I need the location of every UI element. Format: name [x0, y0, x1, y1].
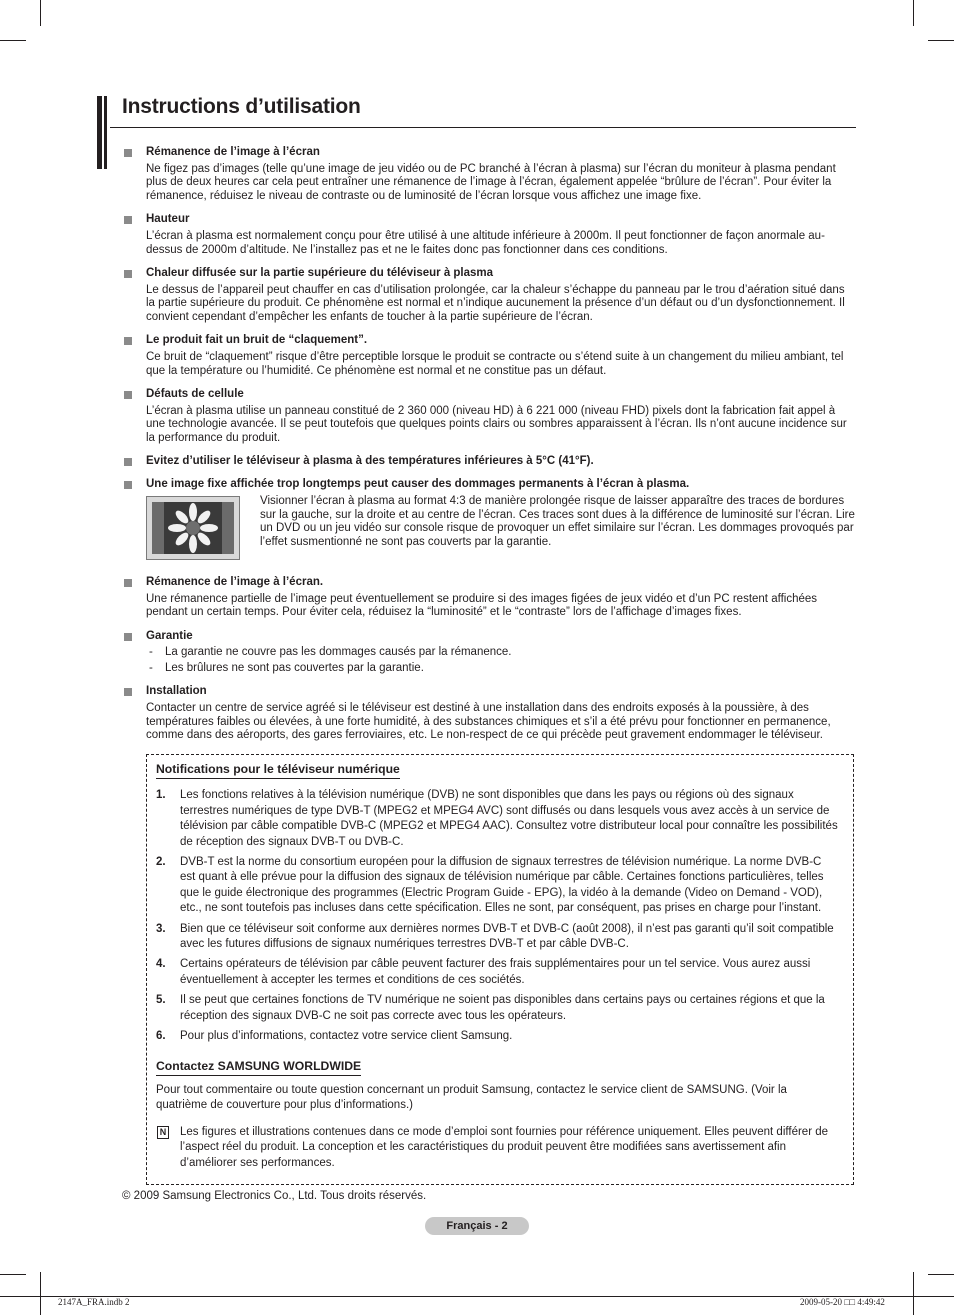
item-text: Il se peut que certaines fonctions de TV numérique ne soient pas disponibles dans certains pays ou certaines régions et que la réception des signaux DVB-C ne soit pas correcte avec tous les opérateurs.: [180, 994, 825, 1022]
copyright: © 2009 Samsung Electronics Co., Ltd. Tous droits réservés.: [122, 1190, 427, 1202]
section-heading: Défauts de cellule: [146, 387, 244, 400]
note: [156, 1125, 839, 1171]
item-text: Pour plus d’informations, contactez votre service client Samsung.: [180, 1030, 513, 1043]
section-body: Une rémanence partielle de l’image peut éventuellement se produire si des images figées de jeux vidéo et d’un PC restent affichées pendant un certain temps. Pour éviter cela, réduisez la “luminosité” et le “contraste” lors de l’affichage d’images fixes.: [146, 592, 818, 619]
section-heading: Une image fixe affichée trop longtemps peut causer des dommages permanents à l’écran à plasma.: [146, 478, 690, 491]
section-heading: Le produit fait un bruit de “claquement”.: [146, 334, 368, 347]
list-item: [156, 1029, 839, 1044]
item-number: 3.: [156, 922, 166, 935]
square-bullet-icon: [124, 633, 132, 641]
crop-mark: [928, 1274, 954, 1275]
section-garantie: [122, 630, 856, 676]
section-body: L’écran à plasma est normalement conçu pour être utilisé à une altitude inférieure à 2000m. Il peut fonctionner de façon anormale au-dessus de 2000m d’altitude. Ne l’installez pas et ne le faites donc pas fonctionner dans ces conditions.: [146, 230, 825, 256]
contact-body: Pour tout commentaire ou toute question concernant un produit Samsung, contactez le service client de SAMSUNG. (Voir la quatrième de couverture pour plus d’informations.): [156, 1083, 787, 1112]
item-text: Certains opérateurs de télévision par câble peuvent facturer des frais supplémentaires pour un tel service. Vous aurez aussi éventuellement à accepter les termes et conditions de ces sociétés.: [180, 958, 811, 986]
list-item: [156, 922, 839, 953]
crop-mark: [40, 1272, 41, 1315]
section-heading: Chaleur diffusée sur la partie supérieure du téléviseur à plasma: [146, 266, 494, 279]
screen-burn-image: [146, 496, 240, 560]
section-remanence: [122, 146, 856, 204]
section-heading: Evitez d’utiliser le téléviseur à plasma à des températures inférieures à 5°C (41°F).: [146, 455, 594, 468]
list-item: [156, 957, 839, 988]
digital-tv-notice-box: [146, 754, 854, 1185]
section-defauts: [122, 388, 856, 446]
section-claquement: [122, 334, 856, 378]
notice-heading: Notifications pour le téléviseur numérique: [156, 762, 400, 779]
item-text: DVB-T est la norme du consortium européen pour la diffusion de signaux terrestres de télévision numérique. La norme DVB-C est quant à elle prévue pour la diffusion des signaux de télévision numérique par câble. Certaines fonctions particulières, telles que le guide électronique des programmes (Electric Program Guide - EPG), la vidéo à la demande (Video on Demand - VOD), etc., ne sont toutefois pas incluses dans cette spécification. Elles ne sont, par conséquent, pas prises en charge pour l’instant.: [180, 856, 824, 915]
list-item: [156, 855, 839, 917]
contact-heading: Contactez SAMSUNG WORLDWIDE: [156, 1059, 361, 1076]
note-text: Les figures et illustrations contenues dans ce mode d’emploi sont fournies pour référence uniquement. Elles peuvent différer de l’aspect réel du produit. La conception et les caractéristiques du produit peuvent être modifiées sans avertissement afin d’améliorer ses performances.: [180, 1125, 829, 1169]
item-text: Les fonctions relatives à la télévision numérique (DVB) ne sont disponibles que dans les pays ou régions où des signaux terrestres numériques de type DVB-T (MPEG2 et MPEG4 AVC) sont diffusés ou dans lesquels vous avez accès à un service de télévision par câble compatible DVB-C (MPEG2 et MPEG4 AAC). Consultez votre distributeur local pour connaître les possibilités de réception des signaux DVB-T ou DVB-C.: [180, 789, 838, 848]
square-bullet-icon: [124, 391, 132, 399]
section-body: Le dessus de l’appareil peut chauffer en cas d’utilisation prolongée, car la chaleur s’échappe du panneau par le trou d’aération situé dans la partie supérieure du produit. Ce phénomène est normal et n’indique aucunement la présence d’un défaut ou d’un dysfonctionnement. Il convient cependant d’empêcher les enfants de toucher à la partie supérieure de l’écran.: [146, 283, 845, 324]
garantie-list: [146, 646, 856, 675]
section-body: Ne figez pas d’images (telle qu’une image de jeu vidéo ou de PC branché à l’écran à plasma) sur l’écran du moniteur à plasma pendant plus de deux heures car cela peut entraîner une rémanence de l’image à l’écran, également appelée “brûlure de l’écran”. Pour éviter la rémanence, réduisez le niveau de contraste ou de luminosité de l’écran lorsque vous affichez une image fixe.: [146, 162, 836, 203]
crop-mark: [0, 40, 26, 41]
section-heading: Hauteur: [146, 213, 190, 226]
square-bullet-icon: [124, 579, 132, 587]
section-temperature: [122, 455, 856, 469]
square-bullet-icon: [124, 149, 132, 157]
note-icon: N: [157, 1126, 169, 1139]
footer-timestamp: 2009-05-20 □□ 4:49:42: [800, 1297, 885, 1307]
section-heading: Installation: [146, 685, 207, 698]
list-item: - La garantie ne couvre pas les dommages causés par la rémanence.: [146, 646, 856, 660]
section-body: Visionner l’écran à plasma au format 4:3 de manière prolongée risque de laisser apparaître des traces de bordures sur la gauche, sur la droite et au centre de l’écran. Ces traces sont dues à la différence de luminosité sur l’écran. Lire un DVD ou un jeu vidéo sur console risque de provoquer un effet similaire sur l’écran. Les dommages provoqués par l’effet susmentionné ne sont pas couverts par la garantie.: [260, 495, 855, 549]
section-body: Contacter un centre de service agréé si le téléviseur est destiné à une installation dans des endroits exposés à la poussière, à des températures faibles ou élevées, à une forte humidité, à des substances chimiques et s’il a été prévu pour fonctionner en permanence, comme dans des aéroports, des gares ferroviaires, etc. Le non-respect de ce qui précède peut gravement endommager le téléviseur.: [146, 701, 831, 742]
item-number: 1.: [156, 789, 166, 802]
square-bullet-icon: [124, 270, 132, 278]
section-hauteur: [122, 213, 856, 257]
square-bullet-icon: [124, 458, 132, 466]
crop-mark: [913, 1272, 914, 1315]
image-row: [146, 495, 856, 560]
item-number: 5.: [156, 994, 166, 1007]
square-bullet-icon: [124, 688, 132, 696]
section-heading: Rémanence de l’image à l’écran.: [146, 576, 324, 589]
section-heading: Garantie: [146, 629, 193, 642]
title-rule: [110, 127, 856, 128]
square-bullet-icon: [124, 216, 132, 224]
item-number: 4.: [156, 958, 166, 971]
crop-mark: [40, 0, 41, 26]
item-text: Bien que ce téléviseur soit conforme aux dernières normes DVB-T et DVB-C (août 2008), il n’est pas garanti qu’il soit compatible avec les futures diffusions de signaux numériques terrestres DVB-T et par câble DVB-C.: [180, 922, 834, 951]
flower-icon: [164, 502, 222, 554]
instructions-list: [122, 146, 856, 753]
page-number-badge: Français - 2: [425, 1217, 529, 1235]
crop-mark: [913, 0, 914, 26]
section-remanence-2: [122, 576, 856, 620]
square-bullet-icon: [124, 337, 132, 345]
section-body: Ce bruit de “claquement” risque d’être perceptible lorsque le produit se contracte ou s’étend suite à un changement du milieu ambiant, tel que la température ou l’humidité. Ce phénomène est normal et ne constitue pas un défaut.: [146, 350, 844, 377]
footer-file-name: 2147A_FRA.indb 2: [58, 1297, 130, 1307]
section-installation: [122, 685, 856, 743]
section-body: L’écran à plasma utilise un panneau constitué de 2 360 000 (niveau HD) à 6 221 000 (niveau FHD) pixels dont la fabrication fait appel à une technologie avancée. Il se peut toutefois que quelques points clairs ou sombres apparaissent à l’écran. Ils n’ont aucune incidence sur la performance du produit.: [146, 404, 847, 444]
crop-mark: [0, 1274, 26, 1275]
section-image-fixe: [122, 478, 856, 560]
notice-list: [156, 788, 839, 1044]
item-number: 2.: [156, 856, 166, 869]
section-heading: Rémanence de l’image à l’écran: [146, 146, 320, 158]
section-chaleur: [122, 267, 856, 325]
square-bullet-icon: [124, 481, 132, 489]
list-item: [156, 788, 839, 850]
page-title: Instructions d’utilisation: [122, 95, 361, 118]
crop-mark: [928, 40, 954, 41]
item-number: 6.: [156, 1030, 166, 1043]
list-item: [156, 993, 839, 1024]
list-item: - Les brûlures ne sont pas couvertes par la garantie.: [146, 662, 856, 676]
